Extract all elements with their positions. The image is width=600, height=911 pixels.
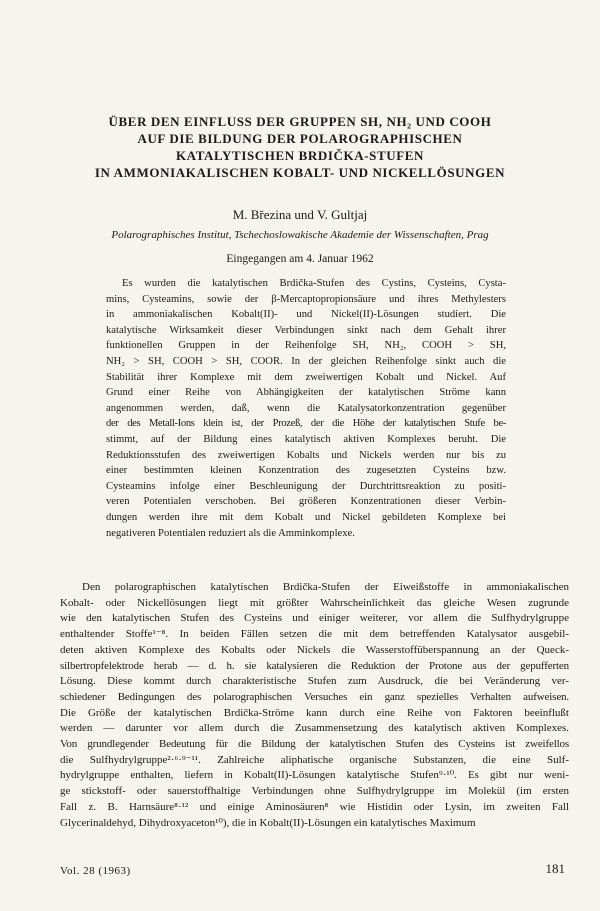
body-line: Von grundlegender Bedeutung für die Bildung der katalytischen Stufen des Cysteins ist zweifellos <box>60 738 569 751</box>
title-line: AUF DIE BILDUNG DER POLAROGRAPHISCHEN <box>137 131 463 146</box>
title-line: KATALYTISCHEN BRDIČKA-STUFEN <box>175 148 425 163</box>
abstract-line: einer bestimmten kleinen Konzentration des zugesetzten Cysteins bzw. <box>106 465 506 477</box>
article-title <box>60 113 540 181</box>
abstract <box>106 276 506 541</box>
body-line: wie den katalytischen Stufen des Cysteins und einiger weiterer, vor allem die Sulfhydrylgruppe <box>60 612 569 625</box>
abstract-line: negativeren Potentialen reduziert als die Amminkomplexe. <box>106 527 355 539</box>
abstract-line: angenommen werden, daß, wenn die Katalysatorkonzentration gegenüber <box>106 402 506 414</box>
abstract-line: Cysteamins infolge einer Beschleunigung der Durchtrittsreaktion zu positi- <box>106 480 506 492</box>
title-line: IN AMMONIAKALISCHEN KOBALT- UND NICKELLÖSUNGEN <box>94 165 506 180</box>
body-line: Die Größe der katalytischen Brdička-Ströme kann durch eine Reihe von Faktoren beeinflußt <box>60 706 569 719</box>
body-line: enthaltender Stoffe¹⁻⁸. In beiden Fällen setzen die mit dem betreffenden Katalysator ausgebil- <box>60 628 569 641</box>
body-line: hydrylgruppe enthalten, liefern in Kobalt(II)-Lösungen katalytische Stufen⁹·¹⁰. Es gibt nur weni- <box>60 769 569 782</box>
body-line: Glycerinaldehyd, Dihydroxyaceton¹⁰), die in Kobalt(II)-Lösungen ein katalytisches Maximum <box>60 816 476 829</box>
authors: M. Březina und V. Gultjaj <box>232 207 368 222</box>
abstract-line: Grund einer Reihe von Abhängigkeiten der katalytischen Ströme kann <box>106 387 506 399</box>
abstract-line: funktionellen Gruppen in der Reihenfolge SH, NH₂, COOH > SH, <box>106 340 506 352</box>
body-text <box>60 580 569 831</box>
abstract-line: in ammoniakalischen Kobalt(II)- und Nickel(II)-Lösungen studiert. Die <box>106 309 506 321</box>
body-line: werden — darunter vor allem durch die Zusammensetzung des katalytisch aktiven Komplexes. <box>60 722 569 735</box>
abstract-line: der des Metall-Ions klein ist, der Prozeß, der die Höhe der katalytischen Stufe be- <box>106 418 506 430</box>
body-line: die Sulfhydrylgruppe²·⁶·⁹⁻¹¹. Zahlreiche aliphatische organische Substanzen, die eine Sulf- <box>60 753 569 766</box>
abstract-line: katalytische Wirksamkeit dieser Verbindungen sinkt nach dem Gehalt ihrer <box>106 324 506 336</box>
abstract-line: dungen werden ihre mit dem Kobalt und Nickel gebildeten Komplexe bei <box>106 511 506 523</box>
received-date: Eingegangen am 4. Januar 1962 <box>226 253 374 265</box>
volume-info: Vol. 28 (1963) <box>60 865 131 877</box>
abstract-line: Reduktionsstufen des zweiwertigen Kobalts und Nickels werden nur bis zu <box>106 449 506 461</box>
affiliation: Polarographisches Institut, Tschechoslowakische Akademie der Wissenschaften, Prag <box>111 229 489 241</box>
body-line: ge stickstoff- oder sauerstoffhaltige Verbindungen ohne Sulfhydrylgruppe im Molekül (im ersten <box>60 785 569 798</box>
abstract-line: mins, Cysteamins, sowie der β-Mercaptopropionsäure und ihres Methylesters <box>106 293 506 305</box>
body-line: Kobalt- oder Nickellösungen liegt mit größter Wahrscheinlichkeit das gleiche Wesen zugrunde <box>60 596 569 609</box>
body-line: Lösung. Diese kommt durch charakteristische Stufen zum Ausdruck, die bei Veränderung ver- <box>60 675 569 688</box>
body-line: silbertropfelektrode herab — d. h. sie katalysieren die Reduktion der Protone aus der gepufferten <box>60 659 569 672</box>
title-line: ÜBER DEN EINFLUSS DER GRUPPEN SH, NH₂ UND COOH <box>108 114 492 129</box>
abstract-line: stimmt, auf der Bildung eines katalytisch aktiven Komplexes beruht. Die <box>106 433 506 445</box>
body-line: deten aktiven Komplexe des Kobalts oder Nickels die Wasserstoffüberspannung an der Queck- <box>60 643 569 656</box>
page-number: 181 <box>545 861 565 876</box>
body-line: Den polarographischen katalytischen Brdička-Stufen der Eiweißstoffe in ammoniakalischen <box>82 581 569 593</box>
abstract-line: NH₂ > SH, COOH > SH, COOR. In der gleichen Reihenfolge sinkt auch die <box>106 355 506 367</box>
abstract-line: veren Potentialen verschoben. Bei größeren Konzentrationen dieser Verbin- <box>106 496 506 508</box>
abstract-line: Stabilität ihrer Komplexe mit dem zweiwertigen Kobalt und Nickel. Auf <box>106 371 506 383</box>
body-line: Fall z. B. Harnsäure⁸·¹² und einige Aminosäuren⁸ wie Histidin oder Lysin, im zweiten Fall <box>60 800 569 813</box>
body-line: schiedener Bedingungen des polarographischen Versuches ein ganz spezielles Verhalten aufweisen. <box>60 690 569 703</box>
abstract-line: Es wurden die katalytischen Brdička-Stufen des Cystins, Cysteins, Cysta- <box>122 278 506 289</box>
